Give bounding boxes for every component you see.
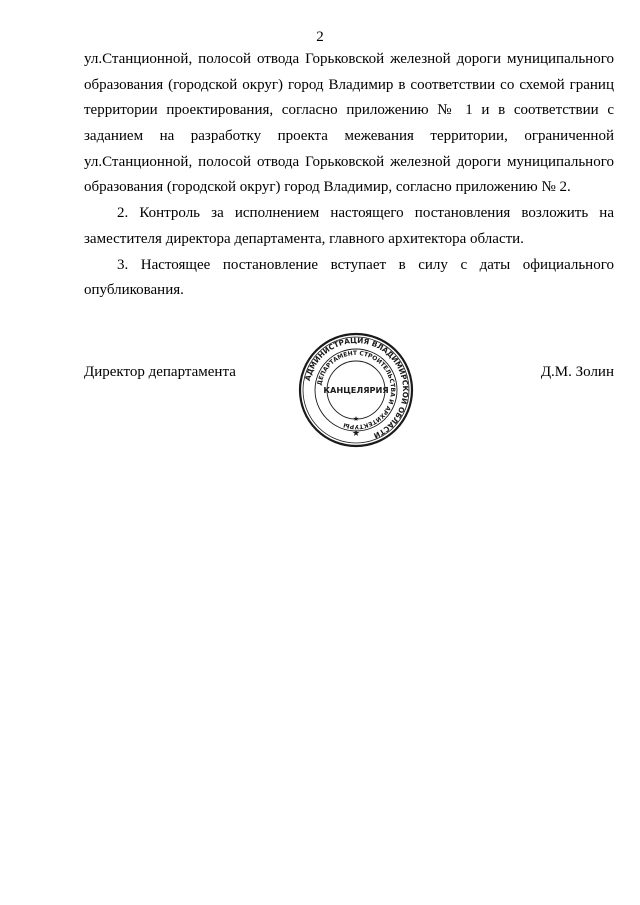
paragraph-1 xyxy=(84,47,614,201)
seal-graphic xyxy=(298,332,414,448)
page-number: 2 xyxy=(316,29,324,45)
seal-center-text: КАНЦЕЛЯРИЯ xyxy=(323,385,389,395)
signatory-name: Д.М. Золин xyxy=(540,364,614,380)
signatory-title: Директор департамента xyxy=(84,364,236,380)
official-seal-stamp xyxy=(298,332,414,448)
text-line: образования (городской округ) город Владимир в соответствии со схемой границ xyxy=(84,76,614,93)
paragraph-2 xyxy=(84,201,614,252)
seal-outer-text: АДМИНИСТРАЦИЯ ВЛАДИМИРСКОЙ ОБЛАСТИ xyxy=(302,335,411,441)
text-line: заместителя директора департамента, главного архитектора области. xyxy=(84,230,524,247)
text-line: образования (городской округ) город Владимир, согласно приложению № 2. xyxy=(84,179,571,196)
paragraph-3 xyxy=(84,253,614,304)
seal-inner-text: ДЕПАРТАМЕНТ СТРОИТЕЛЬСТВА И АРХИТЕКТУРЫ xyxy=(316,349,397,431)
text-line: опубликования. xyxy=(84,282,184,299)
text-line: заданием на разработку проекта межевания территории, ограниченной xyxy=(84,128,614,145)
seal-inner-star-icon: ★ xyxy=(352,415,360,423)
text-line: ул.Станционной, полосой отвода Горьковской железной дороги муниципального xyxy=(84,51,614,67)
text-line: 2. Контроль за исполнением настоящего постановления возложить на xyxy=(117,205,614,222)
text-line: ул.Станционной, полосой отвода Горьковской железной дороги муниципального xyxy=(84,153,614,170)
document-body xyxy=(84,47,614,304)
text-line: 3. Настоящее постановление вступает в силу с даты официального xyxy=(117,256,614,273)
seal-star-icon: ★ xyxy=(351,429,361,439)
text-line: территории проектирования, согласно приложению № 1 и в соответствии с xyxy=(84,102,614,119)
